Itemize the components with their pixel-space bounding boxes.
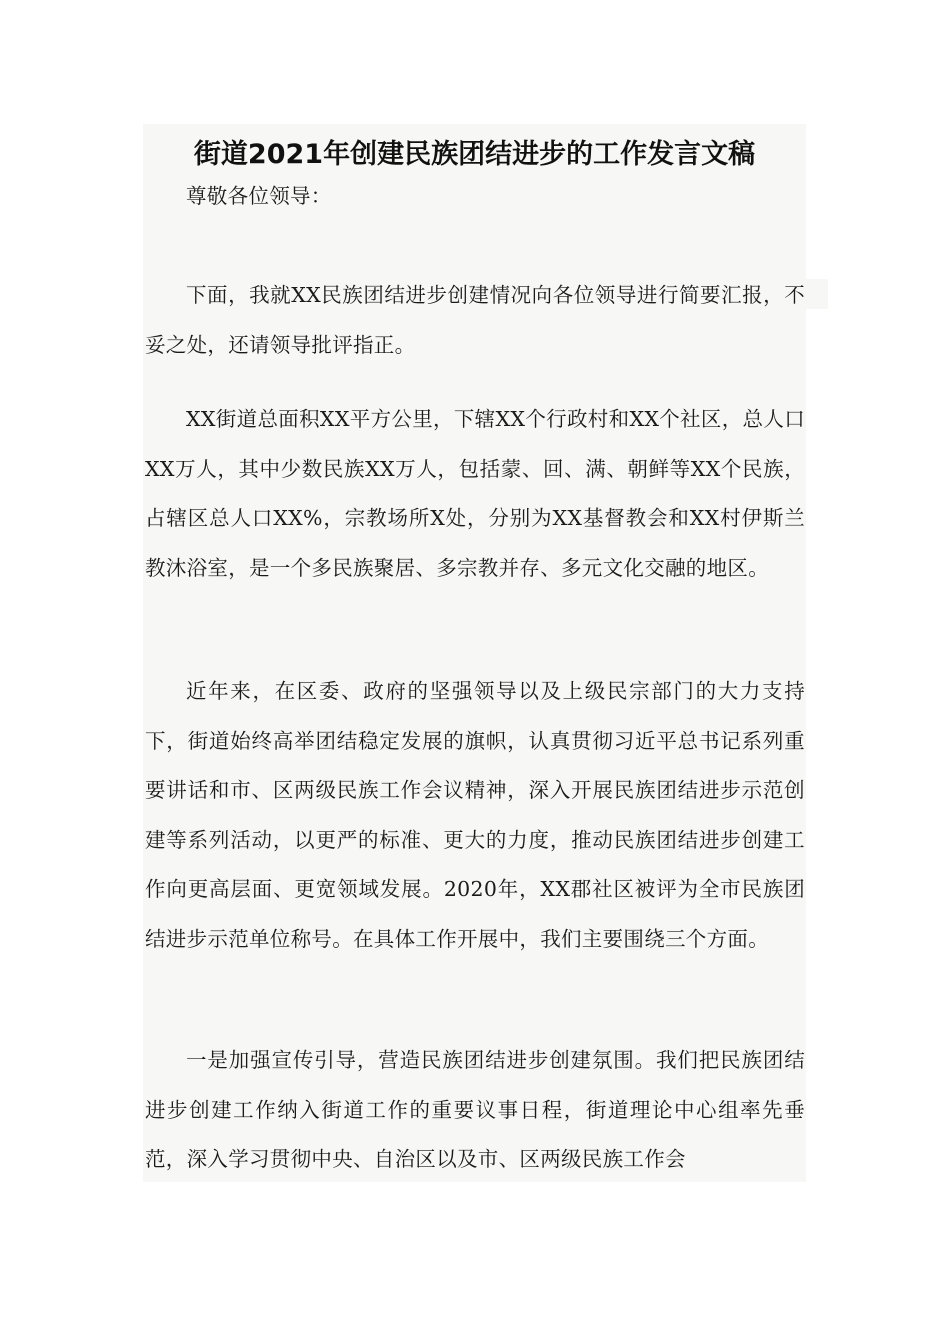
achievements-paragraph: 近年来，在区委、政府的坚强领导以及上级民宗部门的大力支持下，街道始终高举团结稳定发展的旗帜，认真贯彻习近平总书记系列重要讲话和市、区两级民族工作会议精神，深入开展民族团结进步示范创建等系列活动，以更严的标准、更大的力度，推动民族团结进步创建工作向更高层面、更宽领域发展。2020年，XX郡社区被评为全市民族团结进步示范单位称号。在具体工作开展中，我们主要围绕三个方面。	[145, 679, 805, 951]
document-title: 街道2021年创建民族团结进步的工作发言文稿	[193, 139, 756, 170]
intro-paragraph: 下面，我就XX民族团结进步创建情况向各位领导进行简要汇报，不妥之处，还请领导批评指正。	[145, 283, 805, 357]
measure-one-paragraph: 一是加强宣传引导，营造民族团结进步创建氛围。我们把民族团结进步创建工作纳入街道工作的重要议事日程，街道理论中心组率先垂范，深入学习贯彻中央、自治区以及市、区两级民族工作会	[145, 1048, 805, 1172]
background-strip	[806, 279, 828, 309]
salutation-paragraph: 尊敬各位领导：	[186, 184, 332, 208]
document-page	[143, 124, 806, 1182]
overview-paragraph: XX街道总面积XX平方公里，下辖XX个行政村和XX个社区，总人口XX万人，其中少数民族XX万人，包括蒙、回、满、朝鲜等XX个民族，占辖区总人口XX%，宗教场所X处，分别为XX基督教会和XX村伊斯兰教沐浴室，是一个多民族聚居、多宗教并存、多元文化交融的地区。	[145, 407, 805, 580]
